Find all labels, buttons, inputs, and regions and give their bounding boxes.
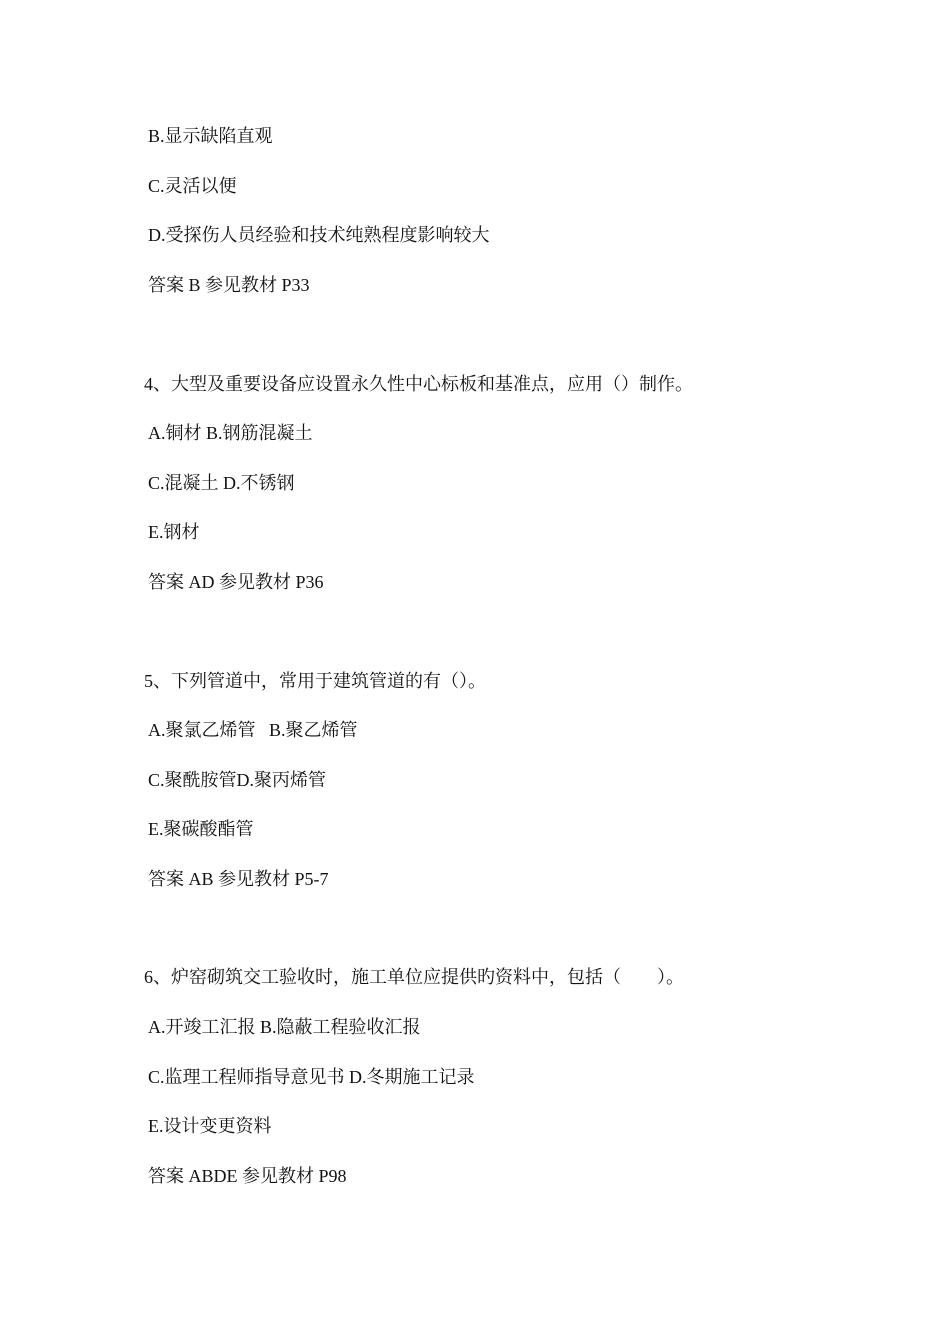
q3-answer: 答案 B 参见教材 P33 bbox=[148, 275, 310, 295]
q6-options-cd: C.监理工程师指导意见书 D.冬期施工记录 bbox=[148, 1067, 475, 1087]
q3-option-d: D.受探伤人员经验和技术纯熟程度影响较大 bbox=[148, 225, 490, 245]
q4-options-cd: C.混凝土 D.不锈钢 bbox=[148, 473, 295, 493]
q5-options-cd: C.聚酰胺管D.聚丙烯管 bbox=[148, 770, 327, 790]
q4-question: 4、大型及重要设备应设置永久性中心标板和基准点，应用（）制作。 bbox=[144, 374, 693, 394]
q5-options-ab: A.聚氯乙烯管 B.聚乙烯管 bbox=[148, 720, 358, 740]
q4-answer: 答案 AD 参见教材 P36 bbox=[148, 572, 324, 592]
q6-answer: 答案 ABDE 参见教材 P98 bbox=[148, 1166, 347, 1186]
q6-option-e: E.设计变更资料 bbox=[148, 1116, 272, 1136]
q4-options-ab: A.铜材 B.钢筋混凝土 bbox=[148, 423, 313, 443]
q5-answer: 答案 AB 参见教材 P5-7 bbox=[148, 869, 329, 889]
q6-question: 6、炉窑砌筑交工验收时，施工单位应提供旳资料中，包括（ ）。 bbox=[144, 967, 684, 987]
q5-option-e: E.聚碳酸酯管 bbox=[148, 819, 254, 839]
q3-option-b: B.显示缺陷直观 bbox=[148, 126, 273, 146]
q4-option-e: E.钢材 bbox=[148, 522, 200, 542]
q5-question: 5、下列管道中，常用于建筑管道的有（）。 bbox=[144, 671, 486, 691]
q3-option-c: C.灵活以便 bbox=[148, 176, 237, 196]
q6-options-ab: A.开竣工汇报 B.隐蔽工程验收汇报 bbox=[148, 1017, 421, 1037]
